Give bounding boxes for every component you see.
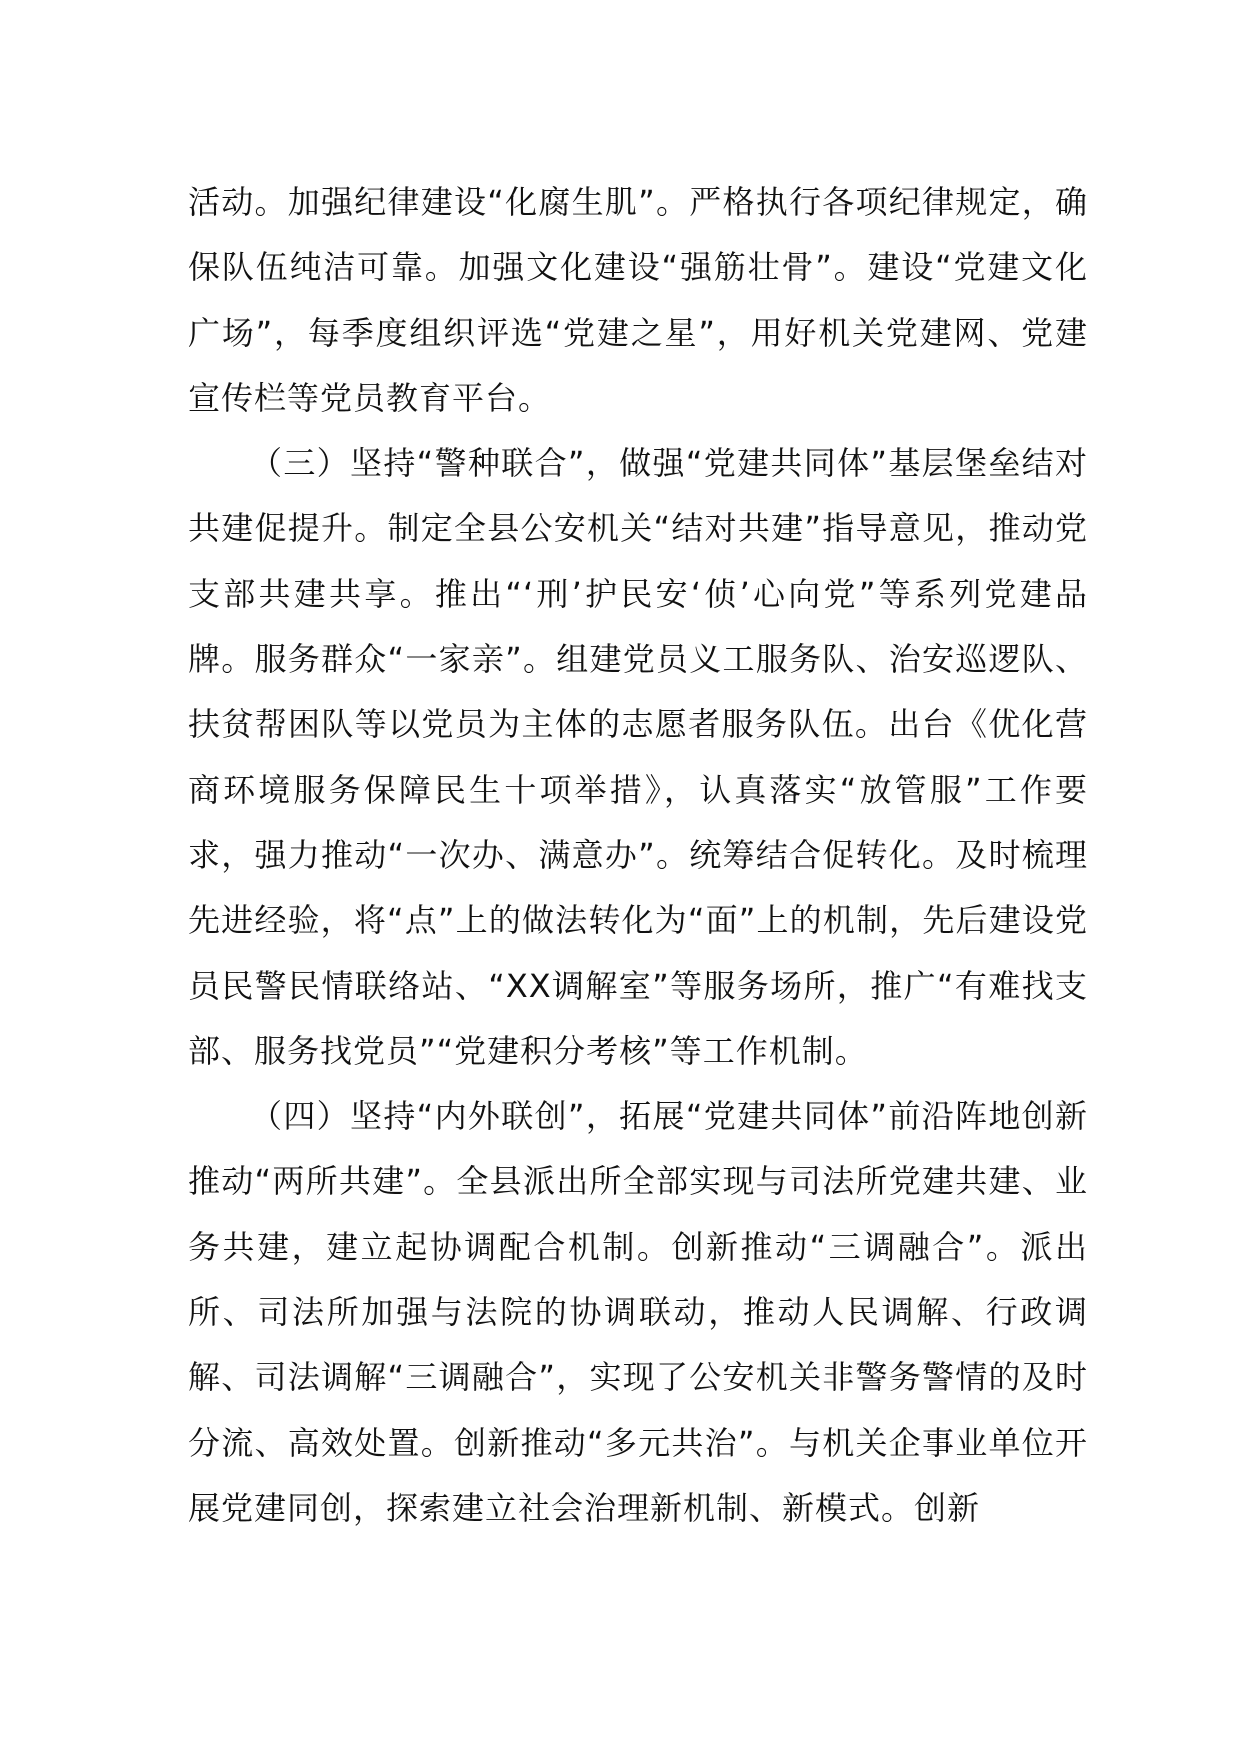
document-body	[188, 170, 1088, 1541]
paragraph-section-3: （三）坚持“警种联合”，做强“党建共同体”基层堡垒结对共建促提升。制定全县公安机关“结对共建”指导意见，推动党支部共建共享。推出“‘刑’护民安‘侦’心向党”等系列党建品牌。服务群众“一家亲”。组建党员义工服务队、治安巡逻队、扶贫帮困队等以党员为主体的志愿者服务队伍。出台《优化营商环境服务保障民生十项举措》，认真落实“放管服”工作要求，强力推动“一次办、满意办”。统筹结合促转化。及时梳理先进经验，将“点”上的做法转化为“面”上的机制，先后建设党员民警民情联络站、“XX调解室”等服务场所，推广“有难找支部、服务找党员”“党建积分考核”等工作机制。	[188, 444, 1088, 1070]
paragraph-section-4: （四）坚持“内外联创”，拓展“党建共同体”前沿阵地创新推动“两所共建”。全县派出所全部实现与司法所党建共建、业务共建，建立起协调配合机制。创新推动“三调融合”。派出所、司法所加强与法院的协调联动，推动人民调解、行政调解、司法调解“三调融合”，实现了公安机关非警务警情的及时分流、高效处置。创新推动“多元共治”。与机关企事业单位开展党建同创，探索建立社会治理新机制、新模式。创新	[188, 1097, 1088, 1527]
paragraph-1: 活动。加强纪律建设“化腐生肌”。严格执行各项纪律规定，确保队伍纯洁可靠。加强文化建设“强筋壮骨”。建设“党建文化广场”，每季度组织评选“党建之星”，用好机关党建网、党建宣传栏等党员教育平台。	[188, 183, 1088, 417]
